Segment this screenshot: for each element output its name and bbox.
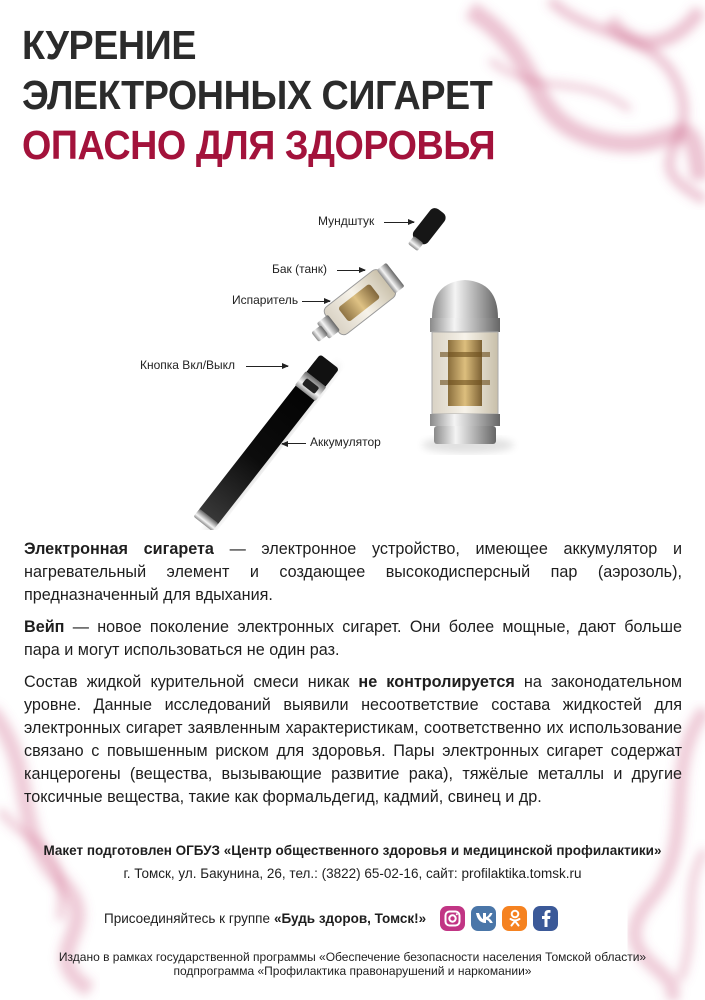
label-tank: Бак (танк)	[272, 262, 328, 276]
arrow-mouthpiece	[384, 222, 414, 223]
body-text	[24, 538, 682, 818]
program-note	[0, 950, 705, 978]
definition-text: — электронное устройство, имеющее аккумулятор и нагревательный элемент и создающее высокодисперсный пар (аэрозоль), предназначенный для вдыхания.	[24, 540, 682, 604]
paragraph-definition	[24, 538, 682, 607]
odnoklassniki-icon[interactable]	[502, 906, 527, 931]
label-battery: Аккумулятор	[310, 435, 381, 449]
composition-text-end: на законодательном уровне. Данные исследований выявили несоответствие состава жидкостей для электронных сигарет заявленным характеристикам, соответственно их использование связано с повышенным риском для здоровья. Пары электронных сигарет содержат канцерогены (вещества, вызывающие развитие рака), тяжёлые металлы и другие токсичные вещества, такие как формальдегид, кадмий, свинец и др.	[24, 673, 682, 806]
arrow-atomizer	[302, 301, 330, 302]
paragraph-composition	[24, 671, 682, 809]
arrow-battery	[282, 443, 306, 444]
title-line-3: ОПАСНО ДЛЯ ЗДОРОВЬЯ	[22, 122, 496, 168]
page-title	[22, 20, 495, 170]
vape-text: — новое поколение электронных сигарет. Они более мощные, дают больше пара и могут использоваться не один раз.	[24, 618, 682, 659]
facebook-icon[interactable]	[533, 906, 558, 931]
not-controlled-emphasis: не контролируется	[358, 673, 515, 691]
composition-text-start: Состав жидкой курительной смеси никак	[24, 673, 359, 691]
join-group-row	[104, 904, 558, 932]
program-line-2: подпрограмма «Профилактика правонарушений и наркомании»	[173, 964, 532, 978]
program-line-1: Издано в рамках государственной программы «Обеспечение безопасности населения Томской области»	[58, 950, 647, 964]
label-atomizer: Испаритель	[232, 293, 299, 307]
group-name[interactable]: «Будь здоров, Томск!»	[274, 910, 427, 926]
clearomizer-closeup	[422, 280, 514, 453]
e-cigarette-diagram	[0, 200, 705, 530]
paragraph-vape	[24, 616, 682, 662]
social-links	[440, 906, 558, 931]
mouthpiece	[406, 206, 449, 253]
title-line-1: КУРЕНИЕ	[22, 22, 197, 68]
instagram-icon[interactable]	[440, 906, 465, 931]
title-line-2: ЭЛЕКТРОННЫХ СИГАРЕТ	[22, 72, 493, 118]
term-e-cigarette: Электронная сигарета	[24, 540, 214, 558]
label-power-button: Кнопка Вкл/Выкл	[140, 358, 236, 372]
arrow-power-button	[246, 366, 288, 367]
term-vape: Вейп	[24, 618, 65, 636]
arrow-tank	[337, 270, 365, 271]
e-cigarette-illustration	[0, 200, 705, 530]
vk-icon[interactable]	[471, 906, 496, 931]
join-text: Присоединяйтесь к группе	[104, 910, 270, 926]
contacts-line: г. Томск, ул. Бакунина, 26, тел.: (3822) 65-02-16, сайт: profilaktika.tomsk.ru	[123, 866, 582, 881]
label-mouthpiece: Мундштук	[318, 214, 375, 228]
publisher-line: Макет подготовлен ОГБУЗ «Центр общественного здоровья и медицинской профилактики»	[43, 843, 662, 858]
